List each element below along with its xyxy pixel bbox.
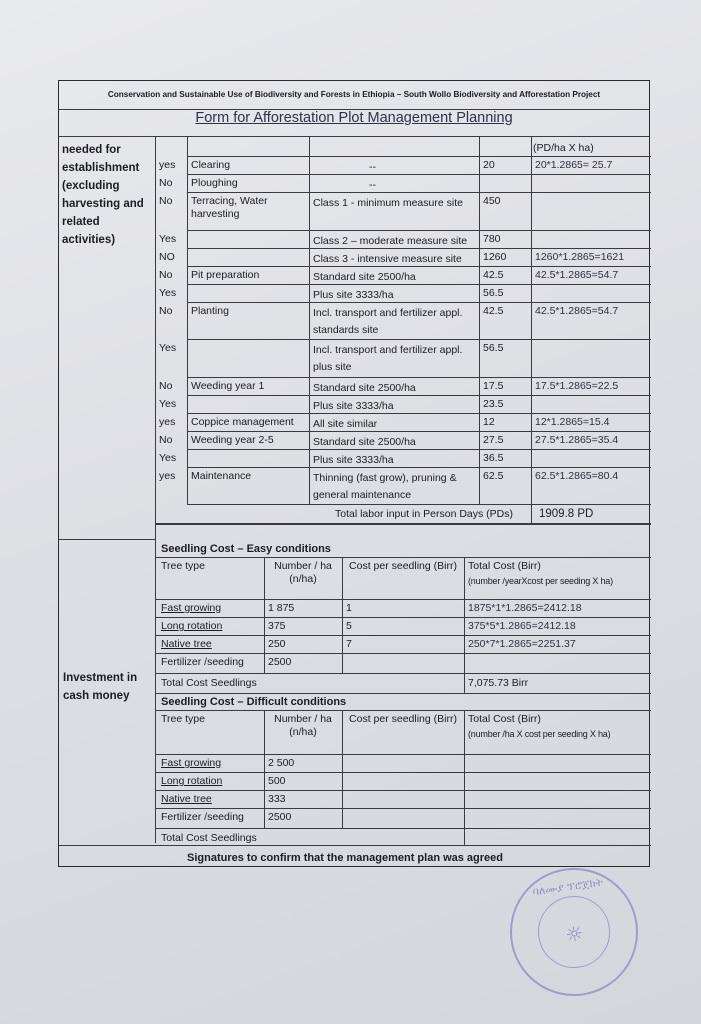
total-cell: 375*5*1.2865=2412.18 [468,620,576,632]
calculation-cell: 12*1.2865=15.4 [535,416,610,428]
person-days-cell: 56.5 [483,342,504,354]
activity-cell: Maintenance [191,470,252,482]
calculation-cell: 62.5*1.2865=80.4 [535,470,619,482]
signatures-label: Signatures to confirm that the management plan was agreed [187,852,504,864]
calculation-cell: 27.5*1.2865=35.4 [535,434,619,446]
activity-cell: Planting [191,305,229,317]
rule [155,539,156,843]
tree-type-cell: Fertilizer /seeding [161,811,244,823]
description-cell: Class 2 – moderate measure site [313,235,468,247]
description-cell: Class 1 - minimum measure site [313,197,463,209]
rule [155,754,651,755]
person-days-cell: 450 [483,195,501,207]
rule [155,772,651,773]
yes-no-cell: No [159,380,173,392]
official-stamp [502,860,647,1005]
description-cell: Standard site 2500/ha [313,271,416,283]
stamp-emblem-icon: ☼ [563,920,585,948]
activity-cell: Ploughing [191,177,238,189]
activity-cell: Terracing, Water harvesting [191,195,268,220]
col-total-sub: (number /ha X cost per seeding X ha) [468,729,611,739]
label-line: (excluding [62,180,120,192]
description-cell: Thinning (fast grow), pruning & general maintenance [313,472,457,501]
calculation-cell: 42.5*1.2865=54.7 [535,305,619,317]
activity-cell: Pit preparation [191,269,260,281]
tree-type-cell: Fertilizer /seeding [161,656,244,668]
col-total-sub: (number /yearXcost per seeding X ha) [468,576,613,586]
person-days-cell: 36.5 [483,452,504,464]
rule [155,790,651,791]
rule [155,673,651,674]
number-cell: 2500 [268,811,292,823]
tree-type-cell: Fast growing [161,757,222,769]
col-number: Number / ha (n/ha) [274,713,332,738]
person-days-cell: 17.5 [483,380,504,392]
person-days-cell: 27.5 [483,434,504,446]
calculation-cell: 1260*1.2865=1621 [535,251,625,263]
col-tree-type: Tree type [161,713,205,725]
stamp-text: ባለሙያ ፕሮጀክት [531,875,604,899]
cost-cell: 1 [346,602,352,614]
rule [264,557,265,673]
total-cost-label: Total Cost Seedlings [161,832,257,844]
rule [342,710,343,828]
rule [59,539,155,540]
total-cost-value: 7,075.73 Birr [468,677,529,689]
total-cell: 250*7*1.2865=2251.37 [468,638,576,650]
description-cell: Standard site 2500/ha [313,436,416,448]
yes-no-cell: No [159,177,173,189]
label-line: related [62,216,100,228]
description-cell: -- [369,161,376,173]
yes-no-cell: No [159,195,173,207]
rule [59,845,651,846]
yes-no-cell: Yes [159,233,177,245]
tree-type-cell: Fast growing [161,602,222,614]
rule [187,230,651,231]
rule [187,504,651,505]
col-total: Total Cost (Birr) [468,713,541,725]
label-line: needed for [62,144,121,156]
rule [264,710,265,828]
col-tree-type: Tree type [161,560,205,572]
total-cost-label: Total Cost Seedlings [161,677,257,689]
rule [342,557,343,673]
labor-section-label [62,141,144,249]
rule [187,156,651,157]
description-cell: Standard site 2500/ha [313,382,416,394]
yes-no-cell: yes [159,470,176,482]
calculation-cell: 20*1.2865= 25.7 [535,159,613,171]
yes-no-cell: yes [159,416,176,428]
rule [155,653,651,654]
description-cell: Plus site 3333/ha [313,400,394,412]
rule [155,557,651,558]
person-days-cell: 42.5 [483,305,504,317]
activity-cell: Coppice management [191,416,294,428]
person-days-cell: 1260 [483,251,507,263]
tree-type-cell: Native tree [161,638,212,650]
rule [155,635,651,636]
description-cell: Incl. transport and fertilizer appl. plus site [313,344,463,373]
person-days-cell: 780 [483,233,501,245]
person-days-cell: 20 [483,159,495,171]
investment-section-label [63,669,137,705]
rule [155,524,651,525]
label-line: activities) [62,234,116,246]
number-cell: 250 [268,638,286,650]
calculation-cell: 42.5*1.2865=54.7 [535,269,619,281]
rule [464,710,465,845]
label-line: establishment [62,162,140,174]
project-header: Conservation and Sustainable Use of Biodiversity and Forests in Ethiopia – South Wollo Biodiversity and Afforestation Project [107,90,601,99]
rule [155,599,651,600]
description-cell: Plus site 3333/ha [313,454,394,466]
calculation-cell: 17.5*1.2865=22.5 [535,380,619,392]
person-days-cell: 42.5 [483,269,504,281]
number-cell: 2 500 [268,757,295,769]
person-days-cell: 62.5 [483,470,504,482]
col-cost: Cost per seedling (Birr) [349,713,457,725]
col-cost: Cost per seedling (Birr) [349,560,457,572]
cost-cell: 5 [346,620,352,632]
tree-type-cell: Native tree [161,793,212,805]
calc-header: (PD/ha X ha) [533,142,594,154]
total-cell: 1875*1*1.2865=2412.18 [468,602,582,614]
cost-cell: 7 [346,638,352,650]
col-number: Number / ha (n/ha) [274,560,332,585]
rule [155,828,651,829]
page-title-text: Form for Afforestation Plot Management Planning [195,110,513,126]
activity-cell: Weeding year 1 [191,380,265,392]
person-days-cell: 12 [483,416,495,428]
yes-no-cell: NO [159,251,175,263]
form-sheet [58,80,650,867]
rule [155,808,651,809]
page-title [59,108,649,128]
tree-type-cell: Long rotation [161,775,223,787]
labor-total-value: 1909.8 PD [539,508,594,520]
number-cell: 333 [268,793,286,805]
number-cell: 2500 [268,656,292,668]
description-cell: Class 3 - intensive measure site [313,253,462,265]
yes-no-cell: No [159,434,173,446]
description-cell: -- [369,179,376,191]
labor-total-label: Total labor input in Person Days (PDs) [335,508,513,520]
label-line: cash money [63,690,130,702]
description-cell: Incl. transport and fertilizer appl. standards site [313,307,463,336]
person-days-cell: 23.5 [483,398,504,410]
yes-no-cell: Yes [159,398,177,410]
seedling-heading: Seedling Cost – Difficult conditions [161,696,347,708]
activity-cell: Weeding year 2-5 [191,434,274,446]
rule [155,693,651,694]
yes-no-cell: yes [159,159,176,171]
yes-no-cell: Yes [159,452,177,464]
activity-cell: Clearing [191,159,231,171]
label-line: harvesting and [62,198,144,210]
yes-no-cell: Yes [159,287,177,299]
rule [187,377,651,378]
number-cell: 500 [268,775,286,787]
label-line: Investment in [63,672,138,684]
rule [155,136,156,539]
seedling-heading: Seedling Cost – Easy conditions [161,543,331,555]
description-cell: All site similar [313,418,378,430]
col-total: Total Cost (Birr) [468,560,541,572]
rule [187,339,651,340]
number-cell: 1 875 [268,602,295,614]
tree-type-cell: Long rotation [161,620,223,632]
yes-no-cell: No [159,269,173,281]
rule [155,617,651,618]
number-cell: 375 [268,620,286,632]
person-days-cell: 56.5 [483,287,504,299]
rule [155,710,651,711]
yes-no-cell: No [159,305,173,317]
rule [59,136,649,137]
yes-no-cell: Yes [159,342,177,354]
description-cell: Plus site 3333/ha [313,289,394,301]
rule [531,136,532,523]
